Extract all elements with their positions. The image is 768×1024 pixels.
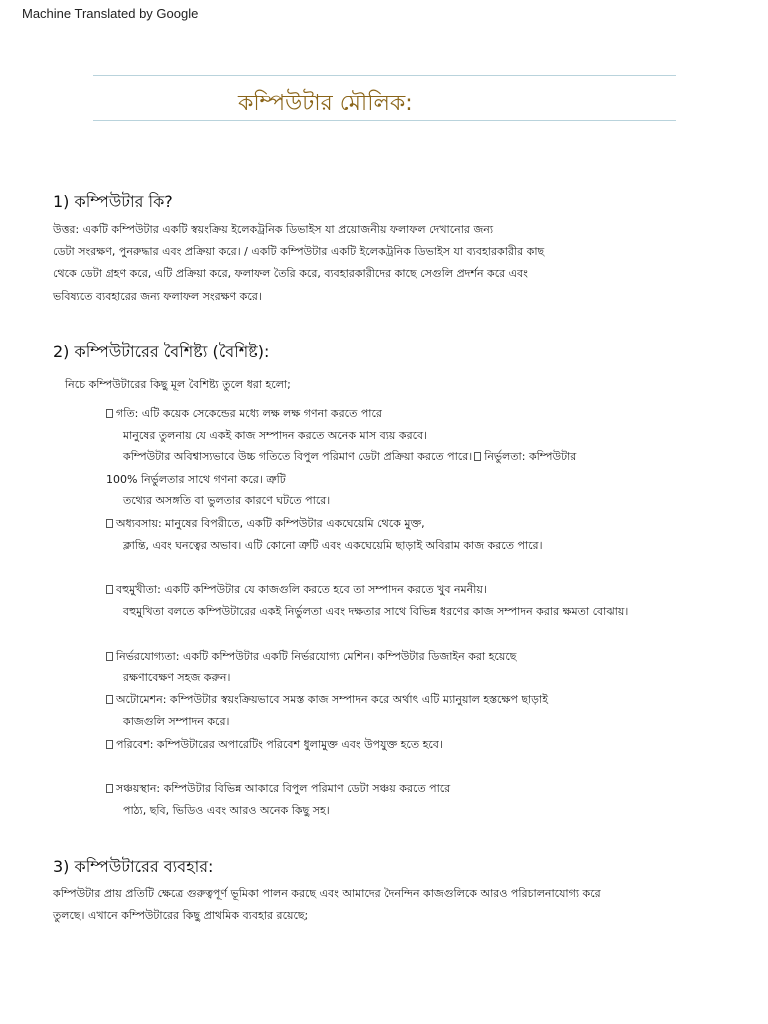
feature-reliability: নির্ভরযোগ্যতা: একটি কম্পিউটার একটি নির্ভরযোগ্য মেশিন। কম্পিউটার ডিজাইন করা হয়েছে: [106, 648, 516, 667]
feature-reliability-line: রক্ষণাবেক্ষণ সহজ করুন।: [123, 671, 231, 684]
feature-automation: অটোমেশন: কম্পিউটার স্বয়ংক্রিয়ভাবে সমস্ত কাজ সম্পাদন করে অর্থাৎ এটি ম্যানুয়াল হস্তক্ষেপ ছাড়াই: [106, 691, 548, 710]
missing-glyph-bullet-icon: [106, 585, 113, 594]
section-heading-characteristics: 2) কম্পিউটারের বৈশিষ্ট্য (বৈশিষ্ট):: [53, 342, 270, 361]
section-heading-uses: 3) কম্পিউটারের ব্যবহার:: [53, 857, 214, 876]
feature-diligence-line: ক্লান্তি, এবং ঘনত্বের অভাব। এটি কোনো ত্রুটি এবং একঘেয়েমি ছাড়াই অবিরাম কাজ করতে পারে।: [123, 539, 543, 552]
feature-speed-line: কম্পিউটার অবিশ্বাস্যভাবে উচ্চ গতিতে বিপুল পরিমাণ ডেটা প্রক্রিয়া করতে পারে। নির্ভুলতা: কম্পিউটার: [123, 450, 577, 463]
feature-automation-line: কাজগুলি সম্পাদন করে।: [123, 715, 230, 728]
missing-glyph-bullet-icon: [106, 519, 113, 528]
machine-translated-banner: Machine Translated by Google: [22, 6, 199, 21]
feature-accuracy-line: 100% নির্ভুলতার সাথে গণনা করে। ত্রুটি: [106, 473, 286, 486]
missing-glyph-bullet-icon: [106, 784, 113, 793]
feature-versatility: বহুমুখীতা: একটি কম্পিউটার যে কাজগুলি করতে হবে তা সম্পাদন করতে খুব নমনীয়।: [106, 581, 487, 600]
feature-versatility-line: বহুমুখিতা বলতে কম্পিউটারের একই নির্ভুলতা এবং দক্ষতার সাথে বিভিন্ন ধরণের কাজ সম্পাদন করার ক্ষমতা বোঝায়।: [123, 605, 629, 618]
section-heading-what-is-computer: 1) কম্পিউটার কি?: [53, 192, 173, 211]
answer-line: ভবিষ্যতে ব্যবহারের জন্য ফলাফল সংরক্ষণ করে।: [53, 290, 262, 303]
answer-line: উত্তর: একটি কম্পিউটার একটি স্বয়ংক্রিয় ইলেকট্রনিক ডিভাইস যা প্রয়োজনীয় ফলাফল দেখানোর জন্য: [53, 223, 494, 236]
missing-glyph-bullet-icon: [106, 652, 113, 661]
title-rule-bottom: [93, 120, 676, 121]
missing-glyph-bullet-icon: [106, 695, 113, 704]
page-title: কম্পিউটার মৌলিক:: [238, 91, 413, 116]
feature-storage-line: পাঠ্য, ছবি, ভিডিও এবং আরও অনেক কিছু সহ।: [123, 804, 330, 817]
feature-speed: গতি: এটি কয়েক সেকেন্ডের মধ্যে লক্ষ লক্ষ গণনা করতে পারে: [106, 405, 382, 424]
feature-accuracy-line: তথ্যের অসঙ্গতি বা ভুলতার কারণে ঘটতে পারে।: [123, 494, 331, 507]
feature-speed-line: মানুষের তুলনায় যে একই কাজ সম্পাদন করতে অনেক মাস ব্যয় করবে।: [123, 429, 428, 442]
uses-line: কম্পিউটার প্রায় প্রতিটি ক্ষেত্রে গুরুত্বপূর্ণ ভূমিকা পালন করছে এবং আমাদের দৈনন্দিন কাজগুলিকে আরও পরিচালনাযোগ্য করে: [53, 887, 601, 900]
uses-line: তুলছে। এখানে কম্পিউটারের কিছু প্রাথমিক ব্যবহার রয়েছে;: [53, 909, 309, 922]
characteristics-intro: নিচে কম্পিউটারের কিছু মূল বৈশিষ্ট্য তুলে ধরা হলো;: [65, 378, 291, 391]
missing-glyph-bullet-icon: [106, 409, 113, 418]
title-rule-top: [93, 75, 676, 76]
answer-line: থেকে ডেটা গ্রহণ করে, এটি প্রক্রিয়া করে, ফলাফল তৈরি করে, ব্যবহারকারীদের কাছে সেগুলি প্রদর্শন করে এবং: [53, 267, 528, 280]
answer-line: ডেটা সংরক্ষণ, পুনরুদ্ধার এবং প্রক্রিয়া করে। / একটি কম্পিউটার একটি ইলেকট্রনিক ডিভাইস যা ব্যবহারকারীর কাছ: [53, 245, 545, 258]
feature-storage: সঞ্চয়স্থান: কম্পিউটার বিভিন্ন আকারে বিপুল পরিমাণ ডেটা সঞ্চয় করতে পারে: [106, 780, 450, 799]
missing-glyph-bullet-icon: [106, 740, 113, 749]
missing-glyph-bullet-icon: [474, 452, 481, 461]
feature-environment: পরিবেশ: কম্পিউটারের অপারেটিং পরিবেশ ধুলামুক্ত এবং উপযুক্ত হতে হবে।: [106, 736, 443, 755]
feature-diligence: অধ্যবসায়: মানুষের বিপরীতে, একটি কম্পিউটার একঘেয়েমি থেকে মুক্ত,: [106, 515, 425, 534]
